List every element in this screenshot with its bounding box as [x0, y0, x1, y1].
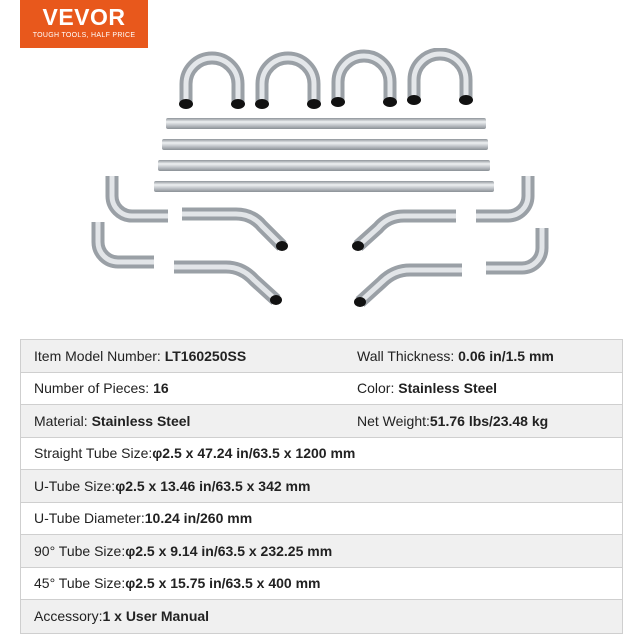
- spec-90-tube-size: [21, 543, 332, 559]
- spec-material: [21, 413, 344, 429]
- spec-color: [344, 380, 497, 396]
- spec-value: Stainless Steel: [398, 380, 498, 397]
- spec-u-tube-diameter: [21, 510, 252, 526]
- spec-row: [21, 600, 622, 633]
- u-tube-2: [255, 58, 321, 109]
- spec-row: [21, 340, 622, 373]
- spec-label: Material:: [34, 412, 92, 429]
- tube-set-illustration: [0, 48, 640, 328]
- u-tube-icon: [179, 54, 473, 109]
- spec-value: Stainless Steel: [91, 412, 191, 429]
- logo-brand: VEVOR: [42, 4, 126, 30]
- spec-u-tube-size: [21, 478, 310, 494]
- spec-row: [21, 438, 622, 471]
- spec-label: Color:: [357, 380, 399, 397]
- spec-value: φ2.5 x 47.24 in/63.5 x 1200 mm: [152, 445, 356, 462]
- 45-degree-tube-icon: [174, 214, 462, 307]
- straight-tube-icon: [154, 118, 494, 192]
- spec-value: 16: [153, 380, 169, 397]
- spec-row: [21, 373, 622, 406]
- u-tube-3: [331, 56, 397, 107]
- straight-tube-3: [158, 160, 490, 171]
- u-tube-1: [179, 58, 245, 109]
- spec-value: LT160250SS: [164, 347, 247, 364]
- spec-45-tube-size: [21, 575, 320, 591]
- 90-tube-4: [486, 228, 542, 268]
- spec-row: [21, 470, 622, 503]
- vevor-logo: [20, 0, 148, 48]
- spec-value: 51.76 lbs/23.48 kg: [429, 412, 549, 429]
- u-tube-4: [407, 54, 473, 105]
- spec-value: φ2.5 x 9.14 in/63.5 x 232.25 mm: [125, 542, 333, 559]
- 45-tube-4: [354, 270, 462, 307]
- spec-value: 0.06 in/1.5 mm: [458, 347, 554, 364]
- straight-tube-1: [166, 118, 486, 129]
- 45-tube-1: [182, 214, 288, 251]
- 45-tube-2: [174, 267, 282, 305]
- spec-value: 10.24 in/260 mm: [144, 510, 253, 527]
- straight-tube-4: [154, 181, 494, 192]
- spec-label: 90° Tube Size:: [34, 542, 126, 559]
- spec-straight-tube-size: [21, 445, 355, 461]
- straight-tube-2: [162, 139, 488, 150]
- spec-row: [21, 568, 622, 601]
- spec-table: [20, 339, 623, 634]
- 90-tube-2: [98, 222, 154, 262]
- spec-pieces: [21, 380, 344, 396]
- logo-tagline: TOUGH TOOLS, HALF PRICE: [32, 32, 136, 39]
- spec-label: U-Tube Size:: [34, 477, 116, 494]
- spec-value: φ2.5 x 13.46 in/63.5 x 342 mm: [115, 477, 311, 494]
- spec-row: [21, 503, 622, 536]
- spec-label: Straight Tube Size:: [34, 445, 153, 462]
- spec-net-weight: [344, 413, 548, 429]
- spec-model: [21, 348, 344, 364]
- 45-tube-3: [352, 216, 456, 251]
- spec-label: Number of Pieces:: [34, 380, 154, 397]
- spec-label: 45° Tube Size:: [34, 575, 126, 592]
- spec-label: U-Tube Diameter:: [34, 510, 145, 527]
- spec-label: Item Model Number:: [34, 347, 165, 364]
- spec-value: φ2.5 x 15.75 in/63.5 x 400 mm: [125, 575, 321, 592]
- spec-row: [21, 405, 622, 438]
- spec-label: Net Weight:: [357, 412, 430, 429]
- spec-row: [21, 535, 622, 568]
- spec-accessory: [21, 608, 209, 624]
- spec-wall-thickness: [344, 348, 554, 364]
- spec-value: 1 x User Manual: [102, 608, 210, 625]
- spec-label: Wall Thickness:: [357, 347, 459, 364]
- spec-label: Accessory:: [34, 608, 103, 625]
